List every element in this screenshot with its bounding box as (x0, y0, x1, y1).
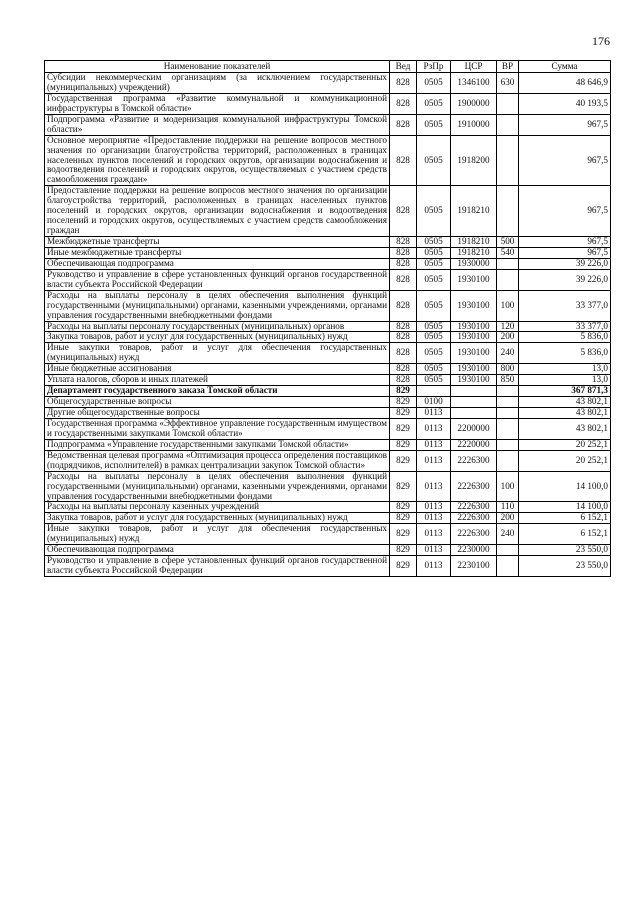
row-ved: 828 (390, 114, 417, 135)
row-ved: 829 (390, 513, 417, 524)
header-rzpr: РзПр (417, 61, 451, 73)
table-row (45, 321, 611, 332)
header-vr: ВР (497, 61, 519, 73)
row-vr (497, 418, 519, 439)
row-ved: 828 (390, 269, 417, 290)
row-vr (497, 397, 519, 408)
row-sum: 6 152,1 (519, 513, 611, 524)
row-name: Государственная программа «Эффективное управление государственным имуществом и государственными закупками Томской области» (45, 418, 390, 439)
row-sum: 14 100,0 (519, 471, 611, 502)
row-rzpr: 0505 (417, 186, 451, 237)
row-csr: 1930100 (451, 290, 497, 321)
row-rzpr: 0505 (417, 93, 451, 114)
row-vr (497, 114, 519, 135)
row-ved: 828 (390, 321, 417, 332)
table-row (45, 418, 611, 439)
row-name: Иные закупки товаров, работ и услуг для обеспечения государственных (муниципальных) нужд (45, 343, 390, 364)
row-csr: 1930100 (451, 375, 497, 386)
row-rzpr: 0100 (417, 397, 451, 408)
row-csr: 1930100 (451, 321, 497, 332)
table-row (45, 386, 611, 397)
row-name: Расходы на выплаты персоналу государственных (муниципальных) органов (45, 321, 390, 332)
table-row (45, 471, 611, 502)
row-vr: 630 (497, 73, 519, 94)
row-csr: 1930100 (451, 343, 497, 364)
row-rzpr: 0505 (417, 364, 451, 375)
row-rzpr: 0505 (417, 247, 451, 258)
table-row (45, 247, 611, 258)
row-sum: 967,5 (519, 135, 611, 186)
row-ved: 828 (390, 375, 417, 386)
row-csr (451, 386, 497, 397)
row-ved: 829 (390, 408, 417, 419)
row-ved: 829 (390, 450, 417, 471)
row-vr: 500 (497, 237, 519, 248)
table-row (45, 408, 611, 419)
row-name: Общегосударственные вопросы (45, 397, 390, 408)
row-sum: 967,5 (519, 247, 611, 258)
row-csr: 1930100 (451, 364, 497, 375)
row-ved: 829 (390, 397, 417, 408)
table-row (45, 269, 611, 290)
table-row (45, 524, 611, 545)
row-ved: 828 (390, 247, 417, 258)
row-rzpr: 0505 (417, 343, 451, 364)
table-row (45, 258, 611, 269)
table-row (45, 375, 611, 386)
row-name: Иные закупки товаров, работ и услуг для обеспечения государственных (муниципальных) нужд (45, 524, 390, 545)
row-sum: 14 100,0 (519, 502, 611, 513)
row-name: Основное мероприятие «Предоставление поддержки на решение вопросов местного значения по организации благоустройства территорий, расположенных в границах населенных пунктов поселений и городских округов, организации водоснабжения и водоотведения поселений и городских округов, осуществляемых с участием средств самообложения граждан» (45, 135, 390, 186)
row-vr (497, 439, 519, 450)
row-sum: 43 802,1 (519, 418, 611, 439)
row-vr: 100 (497, 471, 519, 502)
row-ved: 828 (390, 135, 417, 186)
table-row (45, 556, 611, 577)
row-ved: 829 (390, 545, 417, 556)
table-row (45, 332, 611, 343)
row-name: Руководство и управление в сфере установленных функций органов государственной власти субъекта Российской Федерации (45, 269, 390, 290)
row-csr: 2230000 (451, 545, 497, 556)
table-row (45, 135, 611, 186)
table-row (45, 93, 611, 114)
row-name: Закупка товаров, работ и услуг для государственных (муниципальных) нужд (45, 332, 390, 343)
row-csr: 1910000 (451, 114, 497, 135)
row-vr: 540 (497, 247, 519, 258)
table-row (45, 439, 611, 450)
row-csr: 2226300 (451, 524, 497, 545)
row-vr (497, 269, 519, 290)
row-name: Уплата налогов, сборов и иных платежей (45, 375, 390, 386)
header-sum: Сумма (519, 61, 611, 73)
row-rzpr: 0113 (417, 556, 451, 577)
row-sum: 20 252,1 (519, 439, 611, 450)
row-ved: 828 (390, 93, 417, 114)
row-sum: 967,5 (519, 237, 611, 248)
row-rzpr: 0113 (417, 450, 451, 471)
row-ved: 829 (390, 418, 417, 439)
row-csr: 1930100 (451, 269, 497, 290)
row-sum: 23 550,0 (519, 556, 611, 577)
row-rzpr: 0505 (417, 321, 451, 332)
row-rzpr (417, 386, 451, 397)
row-rzpr: 0505 (417, 290, 451, 321)
row-name: Межбюджетные трансферты (45, 237, 390, 248)
row-vr (497, 556, 519, 577)
header-row (45, 61, 611, 73)
row-rzpr: 0113 (417, 471, 451, 502)
row-name: Обеспечивающая подпрограмма (45, 545, 390, 556)
header-ved: Вед (390, 61, 417, 73)
row-sum: 5 836,0 (519, 332, 611, 343)
row-sum: 33 377,0 (519, 321, 611, 332)
header-csr: ЦСР (451, 61, 497, 73)
table-row (45, 186, 611, 237)
row-ved: 828 (390, 332, 417, 343)
row-name: Другие общегосударственные вопросы (45, 408, 390, 419)
row-name: Предоставление поддержки на решение вопросов местного значения по организации благоустройства территорий, расположенных в границах населенных пунктов поселений и городских округов, организации водоснабжения и водоотведения поселений и городских округов, осуществляемых с участием средств самообложения граждан (45, 186, 390, 237)
row-ved: 829 (390, 386, 417, 397)
row-csr: 2220000 (451, 439, 497, 450)
row-vr: 850 (497, 375, 519, 386)
row-vr: 100 (497, 290, 519, 321)
row-rzpr: 0505 (417, 135, 451, 186)
row-rzpr: 0505 (417, 73, 451, 94)
row-vr (497, 258, 519, 269)
table-row (45, 290, 611, 321)
row-sum: 40 193,5 (519, 93, 611, 114)
row-name: Расходы на выплаты персоналу в целях обеспечения выполнения функций государственными (муниципальными) органами, казенными учреждениями, органами управления государственными внебюджетными фондами (45, 290, 390, 321)
row-sum: 967,5 (519, 114, 611, 135)
row-ved: 829 (390, 524, 417, 545)
row-csr: 1918210 (451, 186, 497, 237)
row-csr: 1918210 (451, 247, 497, 258)
row-name: Государственная программа «Развитие коммунальной и коммуникационной инфраструктуры в Томской области» (45, 93, 390, 114)
row-sum: 6 152,1 (519, 524, 611, 545)
table-row (45, 364, 611, 375)
row-name: Иные бюджетные ассигнования (45, 364, 390, 375)
row-ved: 828 (390, 364, 417, 375)
row-vr (497, 93, 519, 114)
row-csr: 1918200 (451, 135, 497, 186)
row-sum: 39 226,0 (519, 269, 611, 290)
table-row (45, 502, 611, 513)
row-vr (497, 408, 519, 419)
table-row (45, 450, 611, 471)
row-name: Закупка товаров, работ и услуг для государственных (муниципальных) нужд (45, 513, 390, 524)
row-ved: 829 (390, 556, 417, 577)
row-csr: 1918210 (451, 237, 497, 248)
row-rzpr: 0113 (417, 439, 451, 450)
row-name: Подпрограмма «Развитие и модернизация коммунальной инфраструктуры Томской области» (45, 114, 390, 135)
row-csr: 2226300 (451, 513, 497, 524)
row-csr: 2226300 (451, 450, 497, 471)
header-name: Наименование показателей (45, 61, 390, 73)
row-csr: 1900000 (451, 93, 497, 114)
row-sum: 43 802,1 (519, 397, 611, 408)
row-name: Руководство и управление в сфере установленных функций органов государственной власти субъекта Российской Федерации (45, 556, 390, 577)
row-vr: 200 (497, 513, 519, 524)
row-vr: 240 (497, 343, 519, 364)
table-row (45, 513, 611, 524)
row-ved: 828 (390, 258, 417, 269)
row-rzpr: 0505 (417, 114, 451, 135)
row-sum: 5 836,0 (519, 343, 611, 364)
row-vr: 800 (497, 364, 519, 375)
row-rzpr: 0113 (417, 502, 451, 513)
row-rzpr: 0113 (417, 545, 451, 556)
row-ved: 829 (390, 471, 417, 502)
table-body (45, 73, 611, 577)
row-ved: 828 (390, 186, 417, 237)
row-name: Иные межбюджетные трансферты (45, 247, 390, 258)
row-csr: 1930100 (451, 332, 497, 343)
row-sum: 33 377,0 (519, 290, 611, 321)
row-sum: 13,0 (519, 375, 611, 386)
row-csr: 2200000 (451, 418, 497, 439)
row-csr: 2230100 (451, 556, 497, 577)
row-rzpr: 0505 (417, 375, 451, 386)
row-csr: 1346100 (451, 73, 497, 94)
row-name: Расходы на выплаты персоналу казенных учреждений (45, 502, 390, 513)
table-row (45, 343, 611, 364)
row-vr (497, 135, 519, 186)
row-vr (497, 450, 519, 471)
row-rzpr: 0505 (417, 269, 451, 290)
row-csr: 2226300 (451, 502, 497, 513)
row-sum: 43 802,1 (519, 408, 611, 419)
row-rzpr: 0113 (417, 408, 451, 419)
table-row (45, 237, 611, 248)
table-row (45, 114, 611, 135)
row-csr: 2226300 (451, 471, 497, 502)
row-sum: 967,5 (519, 186, 611, 237)
row-name: Подпрограмма «Управление государственными закупками Томской области» (45, 439, 390, 450)
row-name: Расходы на выплаты персоналу в целях обеспечения выполнения функций государственными (муниципальными) органами, казенными учреждениями, органами управления государственными внебюджетными фондами (45, 471, 390, 502)
row-sum: 13,0 (519, 364, 611, 375)
row-vr (497, 386, 519, 397)
row-name: Субсидии некоммерческим организациям (за исключением государственных (муниципальных) учреждений) (45, 73, 390, 94)
row-rzpr: 0113 (417, 418, 451, 439)
row-vr (497, 186, 519, 237)
row-ved: 828 (390, 290, 417, 321)
row-ved: 829 (390, 439, 417, 450)
row-sum: 39 226,0 (519, 258, 611, 269)
row-vr: 200 (497, 332, 519, 343)
row-rzpr: 0505 (417, 332, 451, 343)
row-vr: 120 (497, 321, 519, 332)
row-ved: 828 (390, 343, 417, 364)
row-csr (451, 408, 497, 419)
row-name: Департамент государственного заказа Томской области (45, 386, 390, 397)
row-csr: 1930000 (451, 258, 497, 269)
table-row (45, 73, 611, 94)
row-rzpr: 0505 (417, 237, 451, 248)
row-rzpr: 0113 (417, 524, 451, 545)
page-number: 176 (592, 34, 610, 48)
row-name: Ведомственная целевая программа «Оптимизация процесса определения поставщиков (подрядчиков, исполнителей) в рамках централизации закупок Томской области» (45, 450, 390, 471)
row-ved: 829 (390, 502, 417, 513)
row-sum: 20 252,1 (519, 450, 611, 471)
budget-table (44, 60, 611, 577)
row-ved: 828 (390, 73, 417, 94)
table-row (45, 545, 611, 556)
row-vr (497, 545, 519, 556)
row-name: Обеспечивающая подпрограмма (45, 258, 390, 269)
row-sum: 367 871,3 (519, 386, 611, 397)
row-ved: 828 (390, 237, 417, 248)
table-header (45, 61, 611, 73)
row-rzpr: 0113 (417, 513, 451, 524)
row-vr: 240 (497, 524, 519, 545)
row-sum: 23 550,0 (519, 545, 611, 556)
row-rzpr: 0505 (417, 258, 451, 269)
row-csr (451, 397, 497, 408)
row-vr: 110 (497, 502, 519, 513)
row-sum: 48 646,9 (519, 73, 611, 94)
table-row (45, 397, 611, 408)
